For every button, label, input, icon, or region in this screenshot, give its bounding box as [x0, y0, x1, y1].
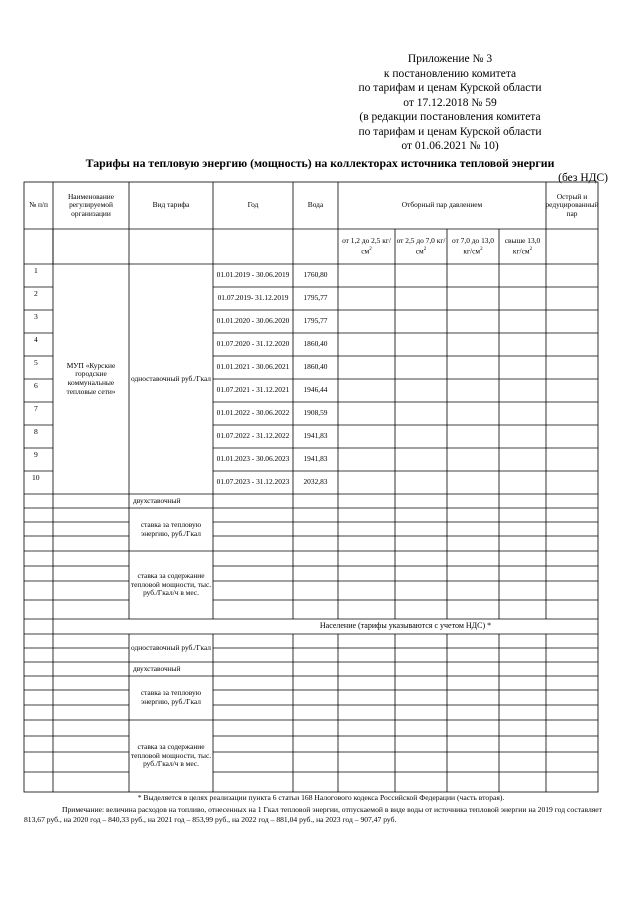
row-num: 6 — [34, 381, 38, 390]
row-water-value: 2032,83 — [303, 477, 328, 487]
row-num: 9 — [34, 450, 38, 459]
row-period: 01.07.2022 - 31.12.2022 — [216, 431, 290, 441]
row-period: 01.07.2020 - 31.12.2020 — [216, 339, 290, 349]
row-water-value: 1795,77 — [303, 316, 328, 326]
pressure-3: от 7,0 до 13,0 $кг/см^2$ — [452, 236, 494, 256]
rate-capacity-label: ставка за содержание тепловой мощности, тыс. руб./Гкал/ч в мес. — [130, 571, 212, 598]
pressure-4: свыше 13,0 $кг/см^2$ — [504, 236, 541, 256]
rate-energy-label: ставка за тепловую энергию, руб./Гкал — [140, 519, 202, 538]
tariff-one-part-population: одноставочный руб./Гкал — [131, 642, 211, 652]
row-water-value: 1860,40 — [303, 339, 328, 349]
pressure-1: от 1,2 до 2,5 $кг/см^2$ — [342, 236, 391, 256]
vat-note: (без НДС) — [558, 172, 608, 184]
footnote-fuel-note: Примечание: величина расходов на топливо, отнесенных на 1 Гкал тепловой энергии, отпускаемой в виде воды от источника тепловой энергии на 2019 год составляет 813,67 руб., на 2020 год – 840,33 руб., на 2021 год – 853,99 руб., на 2022 год – 881,04 руб., на 2023 год – 907,47 руб. — [24, 805, 602, 825]
row-water-value: 1795,77 — [303, 293, 328, 303]
header-line: по тарифам и ценам Курской области — [358, 82, 542, 94]
row-num: 1 — [34, 266, 38, 275]
organization-name: МУП «Курские городские коммунальные тепловые сети» — [66, 360, 116, 396]
row-period: 01.01.2023 - 30.06.2023 — [216, 454, 290, 464]
row-water-value: 1941,83 — [303, 431, 328, 441]
tariff-two-part: двухставочный — [133, 495, 181, 505]
footnote-vat: * Выделяется в целях реализации пункта 6 статьи 168 Налогового кодекса Российской Федерации (часть вторая). — [137, 793, 505, 802]
header-line: по тарифам и ценам Курской области — [358, 125, 542, 138]
row-period: 01.01.2020 - 30.06.2020 — [216, 316, 290, 326]
row-num: 5 — [34, 358, 38, 367]
row-water-value: 1946,44 — [303, 385, 328, 395]
rate-capacity-label-population: ставка за содержание тепловой мощности, тыс. руб./Гкал/ч в мес. — [130, 742, 212, 769]
row-period: 01.07.2023 - 31.12.2023 — [216, 477, 290, 487]
row-num: 4 — [34, 335, 38, 344]
col-header-steam: Отборный пар давлением — [401, 200, 483, 210]
row-num: 7 — [34, 404, 38, 413]
header-line: к постановлению комитета — [383, 67, 517, 80]
col-header-sharp-steam: Острый и редуцированный пар — [545, 191, 599, 218]
tariff-two-part-population: двухставочный — [133, 663, 181, 673]
rate-energy-label-population: ставка за тепловую энергию, руб./Гкал — [140, 688, 202, 706]
header-line: от 01.06.2021 № 10) — [401, 140, 499, 152]
header-line: Приложение № 3 — [407, 53, 493, 65]
header-line: (в редакции постановления комитета — [359, 111, 541, 123]
row-num: 10 — [32, 473, 40, 482]
row-period: 01.07.2021 - 31.12.2021 — [216, 385, 290, 395]
document-title: Тарифы на тепловую энергию (мощность) на коллекторах источника тепловой энергии — [85, 156, 555, 170]
row-period: 01.01.2021 - 30.06.2021 — [216, 362, 290, 372]
row-water-value: 1760,80 — [303, 270, 328, 280]
col-header-water: Вода — [307, 200, 324, 210]
col-header-org: Наименование регулируемой организации — [67, 191, 115, 218]
population-header: Население (тарифы указываются с учетом НДС) * — [319, 621, 492, 631]
col-header-year: Год — [247, 200, 259, 210]
col-header-num: № п/п — [29, 200, 48, 210]
row-num: 8 — [34, 427, 38, 436]
pressure-2: от 2,5 до 7,0 $кг/см^2$ — [396, 236, 446, 256]
row-water-value: 1908,59 — [303, 408, 328, 418]
row-water-value: 1941,83 — [303, 454, 328, 464]
row-water-value: 1860,40 — [303, 362, 328, 372]
col-header-type: Вид тарифа — [152, 200, 190, 210]
tariff-one-part: одноставочный руб./Гкал — [131, 373, 211, 383]
row-num: 2 — [34, 289, 38, 298]
row-period: 01.01.2022 - 30.06.2022 — [216, 408, 290, 418]
row-period: 01.07.2019- 31.12.2019 — [217, 293, 289, 303]
row-num: 3 — [34, 312, 38, 321]
header-line: от 17.12.2018 № 59 — [403, 96, 497, 109]
row-period: 01.01.2019 - 30.06.2019 — [216, 270, 290, 280]
